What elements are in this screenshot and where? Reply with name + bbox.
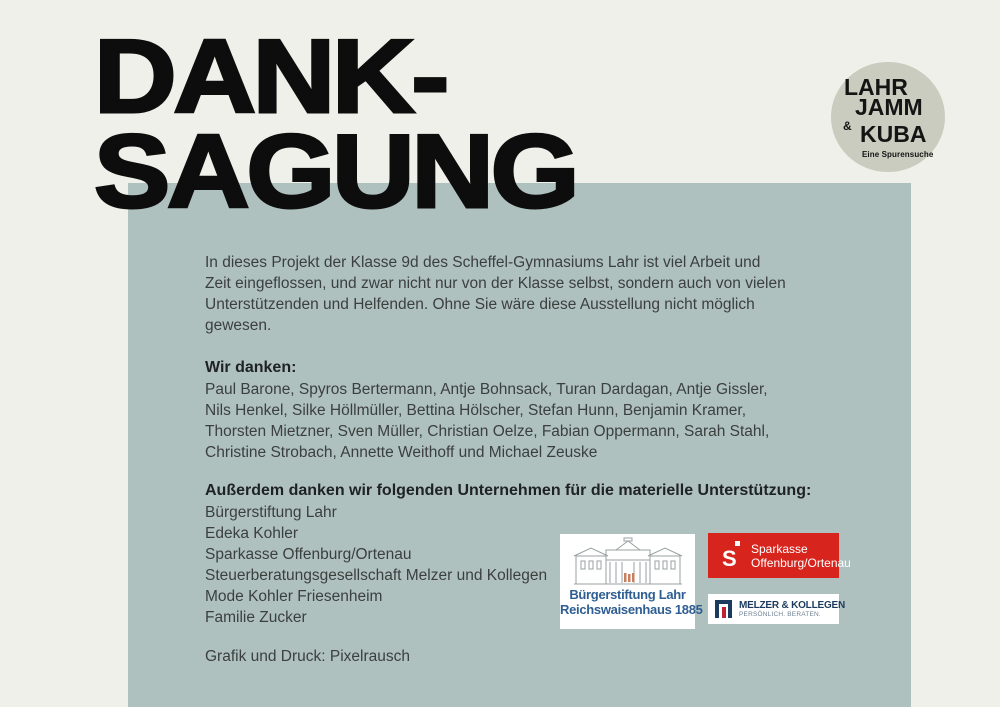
thanks-names-line: Thorsten Mietzner, Sven Müller, Christian Oelze, Fabian Oppermann, Sarah Stahl, [205, 423, 770, 440]
sponsor-item: Edeka Kohler [205, 525, 299, 542]
sparkasse-logo-line2: Offenburg/Ortenau [751, 556, 851, 570]
sponsor-item: Bürgerstiftung Lahr [205, 504, 337, 521]
sparkasse-logo-line1: Sparkasse [751, 542, 808, 556]
intro-line: In dieses Projekt der Klasse 9d des Scheffel-Gymnasiums Lahr ist viel Arbeit und [205, 254, 761, 271]
sponsor-item: Familie Zucker [205, 609, 307, 626]
melzer-kollegen-logo [708, 594, 846, 624]
badge-line-lahr: LAHR [844, 74, 908, 100]
page-title-line1: DANK- [94, 19, 447, 135]
sponsor-item: Sparkasse Offenburg/Ortenau [205, 546, 412, 563]
intro-line: gewesen. [205, 317, 272, 334]
melzer-monogram-icon [715, 600, 732, 618]
reichswaisenhaus-building-sketch-icon [570, 537, 686, 587]
badge-ampersand: & [843, 119, 852, 133]
melzer-monogram-right-bar [728, 600, 732, 618]
badge-line-kuba: KUBA [860, 121, 927, 147]
buergerstiftung-logo-line2: Reichswaisenhaus 1885 [560, 602, 703, 617]
thanks-names-line: Christine Strobach, Annette Weithoff und Michael Zeuske [205, 444, 598, 461]
intro-line: Zeit eingeflossen, und zwar nicht nur von der Klasse selbst, sondern auch von vielen [205, 275, 786, 292]
sponsor-item: Mode Kohler Friesenheim [205, 588, 383, 605]
intro-line: Unterstützenden und Helfenden. Ohne Sie wäre diese Ausstellung nicht möglich [205, 296, 755, 313]
melzer-monogram-red-bar [722, 607, 726, 618]
melzer-monogram-left-bar [715, 600, 719, 618]
sparkasse-logo [708, 533, 851, 578]
thanks-names-line: Nils Henkel, Silke Höllmüller, Bettina Hölscher, Stefan Hunn, Benjamin Kramer, [205, 402, 747, 419]
sponsors-list [205, 502, 547, 628]
melzer-logo-line1: MELZER & KOLLEGEN [739, 600, 846, 611]
melzer-logo-text [739, 600, 845, 619]
sparkasse-s-icon [722, 541, 742, 570]
buergerstiftung-lahr-logo [560, 534, 703, 629]
melzer-logo-line2: PERSÖNLICH. BERATEN. [739, 611, 821, 618]
print-credit: Grafik und Druck: Pixelrausch [205, 648, 411, 665]
badge-line-jamm: JAMM [855, 94, 923, 120]
lahr-jamm-kuba-badge [831, 62, 945, 172]
page-title [94, 19, 577, 230]
sparkasse-logo-text [751, 542, 851, 570]
sponsor-item: Steuerberatungsgesellschaft Melzer und Kollegen [205, 567, 548, 584]
buergerstiftung-logo-line1: Bürgerstiftung Lahr [569, 587, 686, 602]
sponsors-heading: Außerdem danken wir folgenden Unternehmen für die materielle Unterstützung: [205, 482, 812, 499]
intro-paragraph [205, 252, 786, 336]
thanks-names-line: Paul Barone, Spyros Bertermann, Antje Bohnsack, Turan Dardagan, Antje Gissler, [205, 381, 768, 398]
page-title-line2: SAGUNG [94, 114, 577, 230]
thanks-names-list [205, 379, 769, 463]
thanks-heading: Wir danken: [205, 359, 297, 376]
badge-tagline: Eine Spurensuche [862, 150, 934, 159]
sparkasse-s-letter: S [722, 546, 737, 571]
